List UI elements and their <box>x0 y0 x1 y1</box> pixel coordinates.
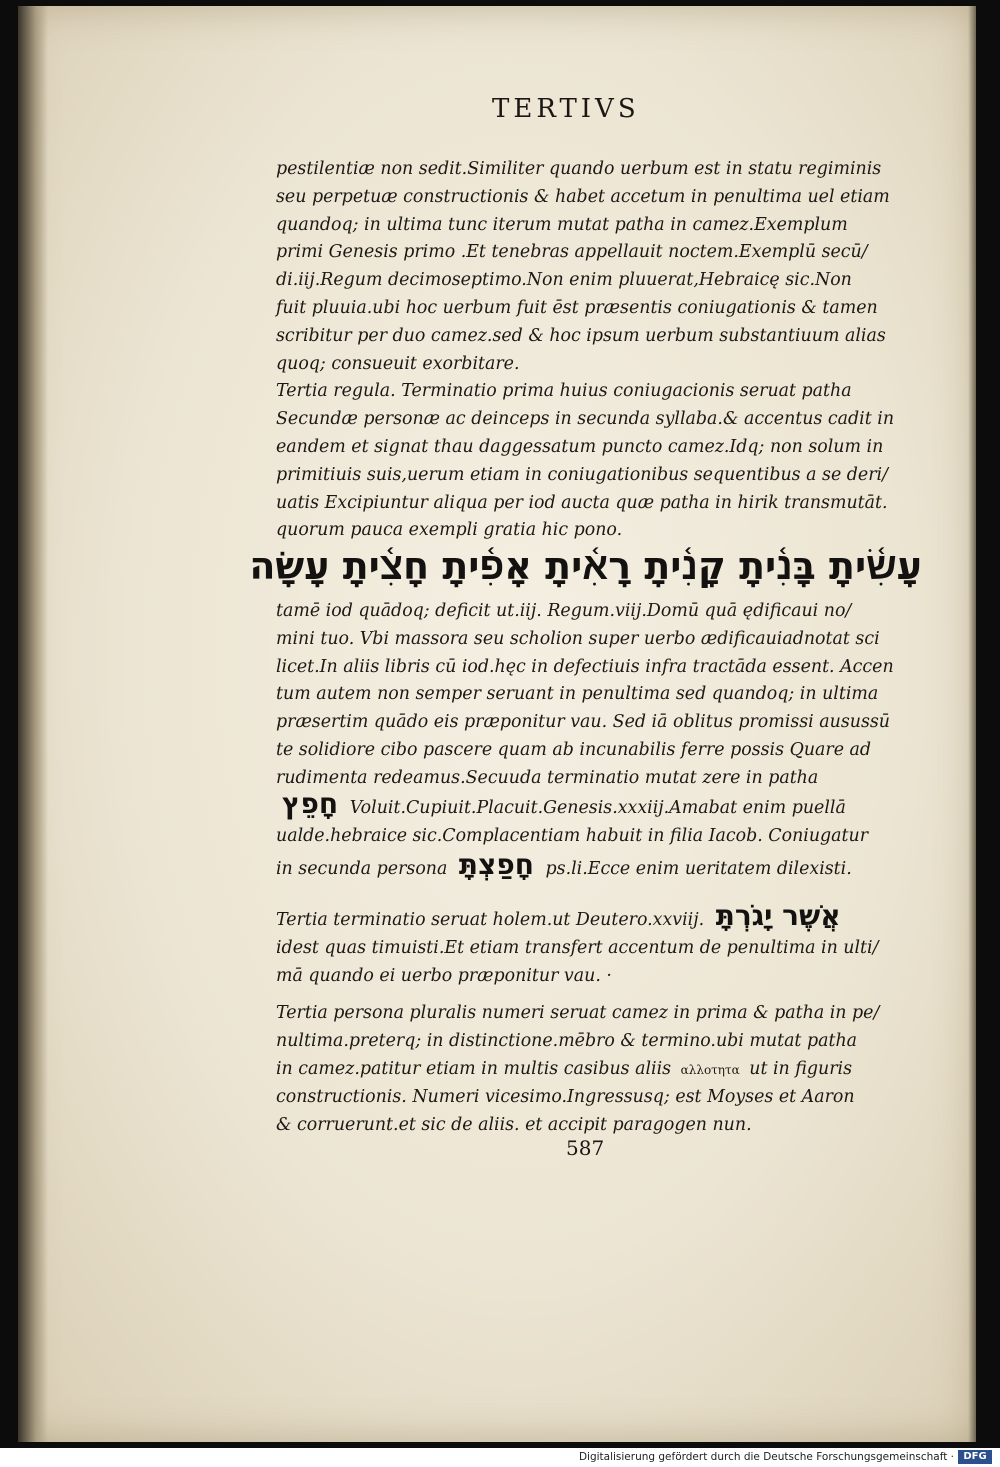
text-block-3 <box>276 1000 926 1140</box>
text-line: mini tuo. Vbi massora seu scholion super uerbo ædificauiadnotat sci <box>276 628 880 649</box>
text-line: seu perpetuæ constructionis & habet accetum in penultima uel etiam <box>276 186 890 207</box>
text-line <box>276 899 926 935</box>
text-line: tamē iod quādoq; deficit ut.iij. Regum.viij.Domū quā ędificaui no/ <box>276 601 852 621</box>
text-line: uatis Excipiuntur aliqua per iod aucta quæ patha in hirik transmutāt. <box>276 492 888 513</box>
text-line: te solidiore cibo pascere quam ab incunabilis ferre possis Quare ad <box>276 739 872 760</box>
text-line: di.iij.Regum decimoseptimo.Non enim pluuerat,Hebraicę sic.Non <box>276 270 852 291</box>
text-line: quorum pauca exempli gratia hic pono. <box>276 520 623 541</box>
text-line: pestilentiæ non sedit.Similiter quando uerbum est in statu regiminis <box>276 159 882 179</box>
greek-word: αλλοτητα <box>680 1062 740 1077</box>
text-line: quoq; consueuit exorbitare. <box>276 353 520 374</box>
page-edge <box>968 6 976 1442</box>
text-block-third <box>276 899 926 990</box>
hebrew-examples: עָשִׂ֫יתָ בָּנִ֫יתָ קָנִ֫יתָ רָאִ֫יתָ אָפִ֫יתָ חָצִ֫יתָ עָשָׂה <box>249 544 922 588</box>
text-block-chafets <box>276 787 926 883</box>
running-head: TERTIVS <box>492 94 640 124</box>
text-span: ps.li.Ecce enim ueritatem dilexisti. <box>545 858 852 879</box>
dfg-logo[interactable]: DFG <box>958 1450 992 1464</box>
page-gutter <box>18 6 48 1442</box>
text-line: primitiuis suis,uerum etiam in coniugationibus sequentibus a se deri/ <box>276 464 888 485</box>
hebrew-word: חָפַצְתָּ <box>458 847 534 881</box>
text-line: primi Genesis primo .Et tenebras appellauit noctem.Exemplū secū/ <box>276 242 868 263</box>
text-block-2 <box>276 598 926 793</box>
text-line: Secundæ personæ ac deinceps in secunda syllaba.& accentus cadit in <box>276 409 895 430</box>
text-line: præsertim quādo eis præponitur vau. Sed iā oblitus promissi ausussū <box>276 712 891 733</box>
text-line: idest quas timuisti.Et etiam transfert accentum de penultima in ulti/ <box>276 937 879 958</box>
text-block-1 <box>276 156 926 545</box>
text-line <box>276 847 926 884</box>
text-span: Voluit.Cupiuit.Placuit.Genesis.xxxiij.Amabat enim puellā <box>349 798 846 818</box>
text-line: quandoq; in ultima tunc iterum mutat patha in camez.Exemplum <box>276 214 848 235</box>
text-span: in secunda persona <box>276 858 448 879</box>
text-span: ut in figuris <box>749 1058 853 1079</box>
folio-number: 587 <box>566 1136 605 1160</box>
text-line: licet.In aliis libris cū iod.hęc in defectiuis infra tractāda essent. Accen <box>276 656 894 677</box>
text-line: ualde.hebraice sic.Complacentiam habuit in filia Iacob. Coniugatur <box>276 825 869 846</box>
hebrew-word: חָפֵץ <box>282 787 339 820</box>
hebrew-word: אֲשֶׁר יָגֹרְתָּ <box>715 899 841 932</box>
text-line: Tertia persona pluralis numeri seruat camez in prima & patha in pe/ <box>276 1003 880 1023</box>
text-line: scribitur per duo camez.sed & hoc ipsum uerbum substantiuum alias <box>276 325 886 346</box>
text-line: eandem et signat thau daggessatum puncto camez.Idq; non solum in <box>276 436 884 457</box>
text-line: nultima.preterq; in distinctione.mēbro & termino.ubi mutat patha <box>276 1030 858 1051</box>
text-line: mā quando ei uerbo præponitur vau. · <box>276 965 612 986</box>
text-line: rudimenta redeamus.Secuuda terminatio mutat zere in patha <box>276 767 819 788</box>
footer-bar <box>0 1448 1000 1467</box>
text-line: tum autem non semper seruant in penultima sed quandoq; in ultima <box>276 684 879 705</box>
text-line: constructionis. Numeri vicesimo.Ingressusq; est Moyses et Aaron <box>276 1087 855 1108</box>
text-line: fuit pluuia.ubi hoc uerbum fuit ēst præsentis coniugationis & tamen <box>276 297 878 318</box>
text-line: Tertia regula. Terminatio prima huius coniugacionis seruat patha <box>276 381 852 402</box>
text-line: & corruerunt.et sic de aliis. et accipit paragogen nun. <box>276 1115 752 1136</box>
text-line <box>276 787 926 823</box>
text-span: Tertia terminatio seruat holem.ut Deutero.xxviij. <box>276 910 705 930</box>
text-line <box>276 1056 926 1085</box>
footer-credit: Digitalisierung gefördert durch die Deutsche Forschungsgemeinschaft · <box>578 1451 954 1463</box>
text-span: in camez.patitur etiam in multis casibus aliis <box>276 1058 672 1079</box>
